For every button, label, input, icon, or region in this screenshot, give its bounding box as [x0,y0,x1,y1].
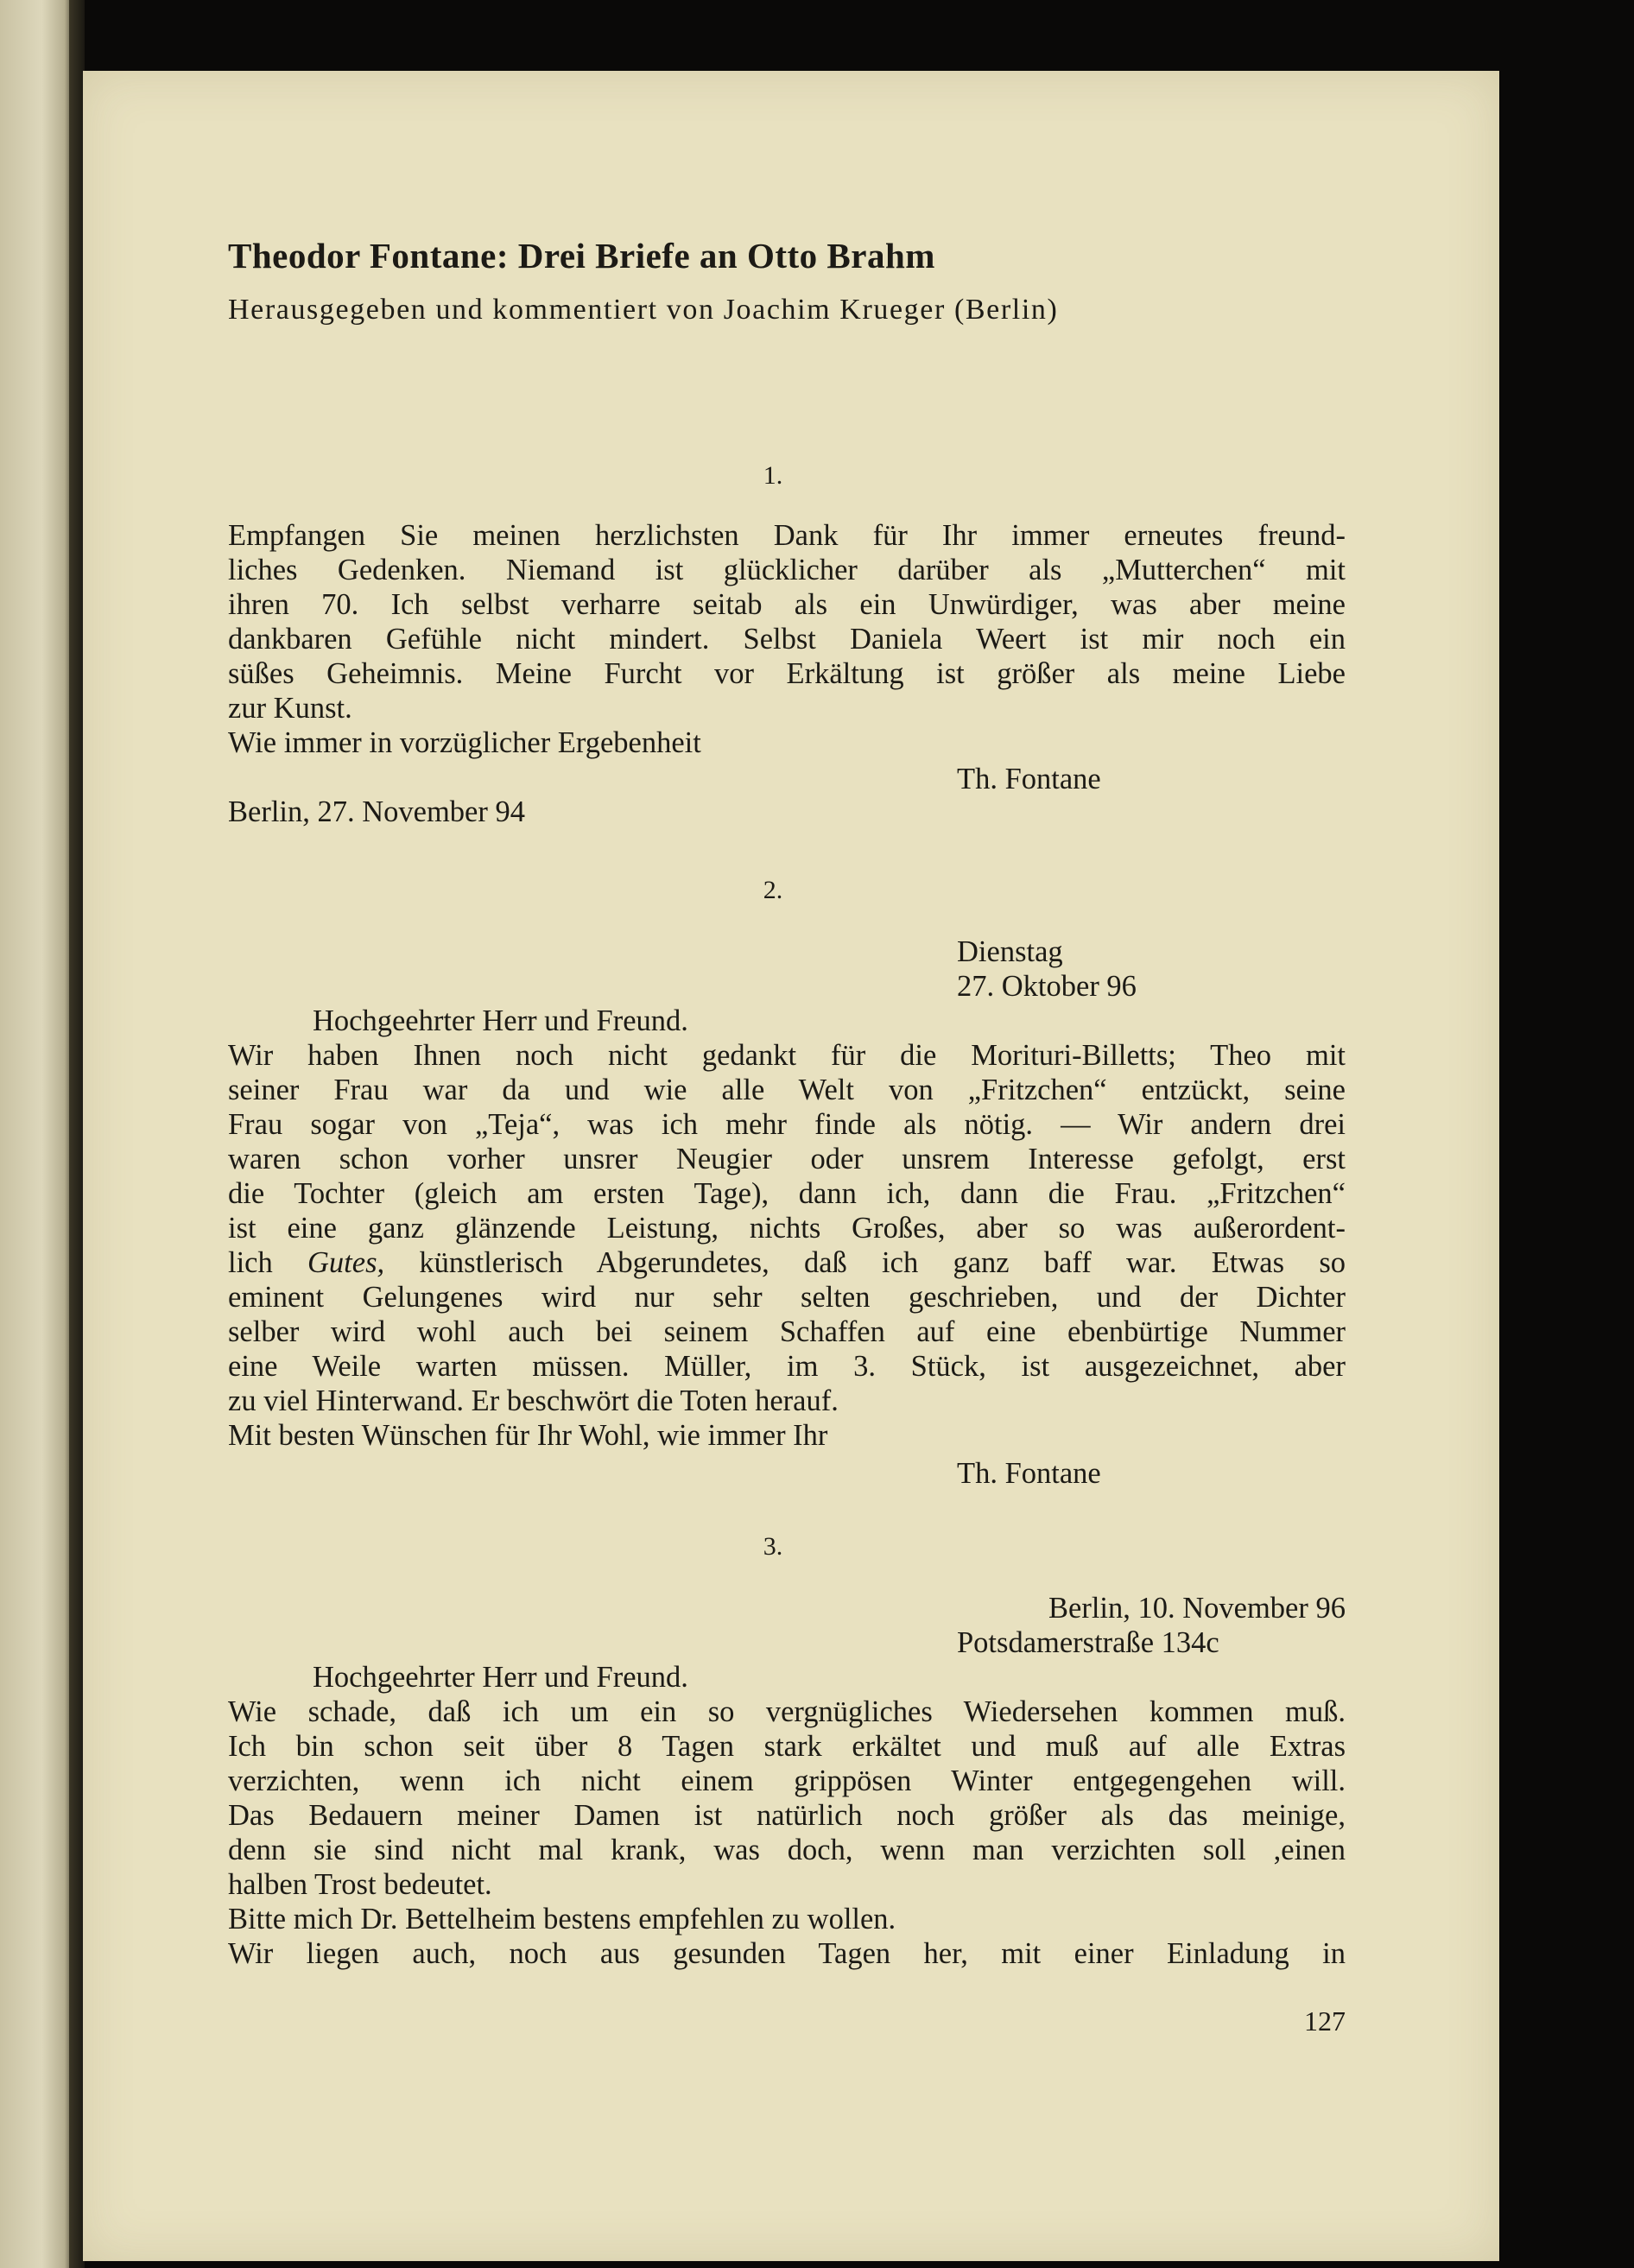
letter-1-place-date: Berlin, 27. November 94 [228,795,525,828]
letter-2-number: 2. [763,876,783,904]
letter-2-line: selber wird wohl auch bei seinem Schaffen auf eine ebenbürtige Nummer [228,1315,1346,1348]
letter-3-line: Wir liegen auch, noch aus gesunden Tagen her, mit einer Einladung in [228,1937,1346,1970]
letter-1-closing: Wie immer in vorzüglicher Ergebenheit [228,726,701,759]
letter-2-line-7-start: lich [228,1246,273,1279]
left-page-edge [0,0,76,2268]
letter-2-line: waren schon vorher unsrer Neugier oder unsrem Interesse gefolgt, erst [228,1143,1346,1175]
letter-2-line: seiner Frau war da und wie alle Welt von „Fritzchen“ entzückt, seine [228,1074,1346,1106]
letter-3-address: Potsdamerstraße 134c [957,1626,1219,1659]
letter-3-line: Das Bedauern meiner Damen ist natürlich noch größer als das meinige, [228,1799,1346,1832]
letter-1-signature: Th. Fontane [957,763,1101,795]
letter-3-place-date: Berlin, 10. November 96 [1048,1592,1346,1625]
letter-2-line: eine Weile warten müssen. Müller, im 3. Stück, ist ausgezeichnet, aber [228,1350,1346,1383]
letter-2-line: Wir haben Ihnen noch nicht gedankt für die Morituri-Billetts; Theo mit [228,1039,1346,1072]
letter-2-line: eminent Gelungenes wird nur sehr selten geschrieben, und der Dichter [228,1281,1346,1314]
letter-3-line: verzichten, wenn ich nicht einem grippösen Winter entgegengehen will. [228,1764,1346,1797]
page-number: 127 [1304,2005,1346,2037]
letter-1-line: ihren 70. Ich selbst verharre seitab als ein Unwürdiger, was aber meine [228,588,1346,621]
letter-3-line: halben Trost bedeutet. [228,1868,492,1901]
letter-2-line: die Tochter (gleich am ersten Tage), dann ich, dann die Frau. „Fritzchen“ [228,1177,1346,1210]
letter-3-line: Wie schade, daß ich um ein so vergnügliches Wiedersehen kommen muß. [228,1695,1346,1728]
article-title: Theodor Fontane: Drei Briefe an Otto Brahm [228,236,935,276]
letter-2-line: Frau sogar von „Teja“, was ich mehr finde als nötig. — Wir andern drei [228,1108,1346,1141]
letter-1-number: 1. [763,461,783,490]
letter-2-closing: Mit besten Wünschen für Ihr Wohl, wie immer Ihr [228,1419,828,1452]
letter-3-number: 3. [763,1532,783,1561]
letter-2-salutation: Hochgeehrter Herr und Freund. [313,1004,688,1037]
page-content [83,71,1499,2261]
letter-3-line: Ich bin schon seit über 8 Tagen stark erkältet und muß auf alle Extras [228,1730,1346,1763]
letter-3-line: Bitte mich Dr. Bettelheim bestens empfehlen zu wollen. [228,1903,896,1935]
letter-2-line-7-end: künstlerisch Abgerundetes, daß ich ganz baff war. Etwas so [419,1246,1346,1279]
letter-2-signature: Th. Fontane [957,1457,1101,1490]
letter-1-line: dankbaren Gefühle nicht mindert. Selbst Daniela Weert ist mir noch ein [228,623,1346,656]
letter-3-line: denn sie sind nicht mal krank, was doch, wenn man verzichten soll ,einen [228,1834,1346,1866]
letter-2-day: Dienstag [957,935,1063,968]
letter-1-line: süßes Geheimnis. Meine Furcht vor Erkältung ist größer als meine Liebe [228,657,1346,690]
letter-1-line: liches Gedenken. Niemand ist glücklicher darüber als „Mutterchen“ mit [228,554,1346,586]
letter-2-line: zu viel Hinterwand. Er beschwört die Toten herauf. [228,1384,839,1417]
letter-2-date: 27. Oktober 96 [957,970,1137,1003]
letter-1-line: Empfangen Sie meinen herzlichsten Dank für Ihr immer erneutes freund- [228,519,1346,552]
letter-1-line: zur Kunst. [228,692,352,725]
letter-3-salutation: Hochgeehrter Herr und Freund. [313,1661,688,1694]
letter-2-line [228,1245,1346,1280]
book-page [83,71,1499,2261]
letter-2-italic-word: Gutes, [307,1246,385,1279]
article-subtitle: Herausgegeben und kommentiert von Joachim Krueger (Berlin) [228,294,1059,326]
letter-2-line: ist eine ganz glänzende Leistung, nichts Großes, aber so was außerordent- [228,1212,1346,1245]
